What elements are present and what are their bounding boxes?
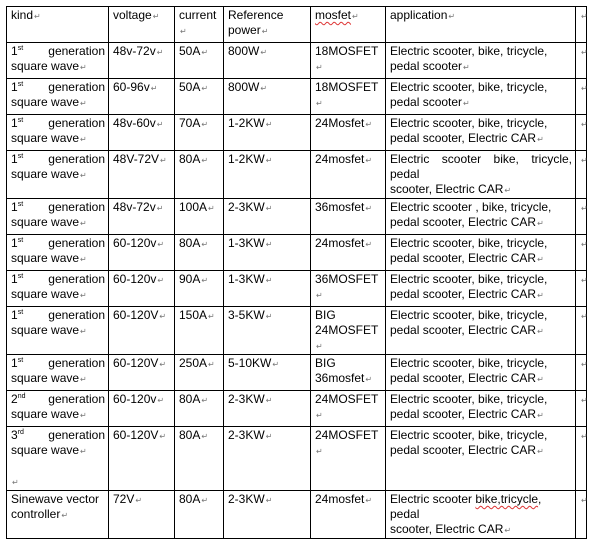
table-row [7, 271, 587, 307]
cell-mosfet: BIG 36mosfet↵ [311, 355, 386, 391]
cell-application: Electric scooter, bike, tricycle, pedal scooter, Electric CAR↵ [386, 391, 576, 427]
cell-kind: 3rd generation square wave↵ ↵ [7, 427, 109, 491]
cell-mosfet: 24mosfet↵ [311, 235, 386, 271]
cell-mosfet: 24mosfet↵ [311, 491, 386, 539]
cell-application: Electric scooter bike,tricycle, pedal scooter, Electric CAR↵ [386, 491, 576, 539]
cell-application: Electric scooter, bike, tricycle, pedal scooter, Electric CAR↵ [386, 235, 576, 271]
cell-empty: ↵ [576, 391, 587, 427]
header-kind: kind↵ [7, 7, 109, 43]
cell-kind: 1st generation square wave↵ [7, 271, 109, 307]
cell-mosfet: 24Mosfet↵ [311, 115, 386, 151]
cell-application: Electric scooter, bike, tricycle, pedal scooter↵ [386, 79, 576, 115]
cell-application: Electric scooter, bike, tricycle, pedal scooter, Electric CAR↵ [386, 355, 576, 391]
cell-current: 150A↵ [175, 307, 224, 355]
cell-power: 2-3KW↵ [224, 391, 311, 427]
header-empty-cell: ↵ [576, 7, 587, 43]
cell-empty: ↵ [576, 199, 587, 235]
header-voltage: voltage↵ [109, 7, 175, 43]
cell-voltage: 72V↵ [109, 491, 175, 539]
cell-application: Electric scooter , bike, tricycle, pedal scooter, Electric CAR↵ [386, 199, 576, 235]
cell-current: 50A↵ [175, 43, 224, 79]
controller-spec-table [6, 6, 587, 539]
cell-current: 70A↵ [175, 115, 224, 151]
cell-application: Electric scooter, bike, tricycle, pedal scooter, Electric CAR↵ [386, 271, 576, 307]
cell-voltage: 60-120V↵ [109, 307, 175, 355]
cell-power: 2-3KW↵ [224, 491, 311, 539]
cell-current: 80A↵ [175, 235, 224, 271]
cell-empty: ↵ [576, 427, 587, 491]
cell-kind: 1st generation square wave↵ [7, 199, 109, 235]
table-row [7, 307, 587, 355]
header-reference-power: Reference power↵ [224, 7, 311, 43]
cell-mosfet: BIG 24MOSFET↵ [311, 307, 386, 355]
cell-empty: ↵ [576, 79, 587, 115]
cell-kind: 1st generation square wave↵ [7, 79, 109, 115]
table-row-sinewave [7, 491, 587, 539]
cell-mosfet: 24MOSFET↵ [311, 427, 386, 491]
cell-power: 3-5KW↵ [224, 307, 311, 355]
cell-mosfet: 18MOSFET↵ [311, 79, 386, 115]
cell-mosfet: 36mosfet↵ [311, 199, 386, 235]
cell-kind: 1st generation square wave↵ [7, 307, 109, 355]
cell-power: 5-10KW↵ [224, 355, 311, 391]
header-mosfet: mosfet↵ [311, 7, 386, 43]
cell-kind: 1st generation square wave↵ [7, 115, 109, 151]
cell-voltage: 48v-72v↵ [109, 43, 175, 79]
cell-voltage: 48v-60v↵ [109, 115, 175, 151]
cell-current: 250A↵ [175, 355, 224, 391]
table-row [7, 427, 587, 491]
cell-current: 80A↵ [175, 491, 224, 539]
table-row [7, 43, 587, 79]
table-row [7, 391, 587, 427]
table-row [7, 151, 587, 199]
cell-empty: ↵ [576, 151, 587, 199]
spec-sheet [6, 6, 587, 539]
cell-current: 100A↵ [175, 199, 224, 235]
cell-power: 1-3KW↵ [224, 271, 311, 307]
table-row [7, 355, 587, 391]
cell-kind: 2nd generation square wave↵ [7, 391, 109, 427]
cell-kind: 1st generation square wave↵ [7, 151, 109, 199]
cell-voltage: 60-120v↵ [109, 235, 175, 271]
cell-power: 1-2KW↵ [224, 115, 311, 151]
cell-power: 800W↵ [224, 79, 311, 115]
cell-voltage: 48v-72v↵ [109, 199, 175, 235]
cell-current: 80A↵ [175, 427, 224, 491]
table-row [7, 79, 587, 115]
table-row [7, 235, 587, 271]
cell-power: 2-3KW↵ [224, 427, 311, 491]
cell-voltage: 60-96v↵ [109, 79, 175, 115]
header-current: current↵ [175, 7, 224, 43]
cell-empty: ↵ [576, 491, 587, 539]
cell-voltage: 60-120v↵ [109, 391, 175, 427]
cell-application: Electric scooter, bike, tricycle, pedal scooter↵ [386, 43, 576, 79]
cell-empty: ↵ [576, 115, 587, 151]
cell-voltage: 60-120V↵ [109, 427, 175, 491]
cell-mosfet: 18MOSFET↵ [311, 43, 386, 79]
cell-application: Electric scooter, bike, tricycle, pedal scooter, Electric CAR↵ [386, 307, 576, 355]
cell-power: 1-2KW↵ [224, 151, 311, 199]
table-row [7, 199, 587, 235]
table-row [7, 115, 587, 151]
cell-power: 2-3KW↵ [224, 199, 311, 235]
cell-empty: ↵ [576, 271, 587, 307]
cell-voltage: 48V-72V↵ [109, 151, 175, 199]
cell-mosfet: 36MOSFET↵ [311, 271, 386, 307]
cell-empty: ↵ [576, 235, 587, 271]
table-body [7, 7, 587, 539]
cell-power: 1-3KW↵ [224, 235, 311, 271]
cell-mosfet: 24mosfet↵ [311, 151, 386, 199]
cell-current: 80A↵ [175, 391, 224, 427]
cell-application: Electric scooter, bike, tricycle, pedal scooter, Electric CAR↵ [386, 115, 576, 151]
cell-application: Electric scooter, bike, tricycle, pedal scooter, Electric CAR↵ [386, 427, 576, 491]
cell-kind: 1st generation square wave↵ [7, 43, 109, 79]
cell-kind: Sinewave vector controller↵ [7, 491, 109, 539]
cell-kind: 1st generation square wave↵ [7, 235, 109, 271]
cell-current: 50A↵ [175, 79, 224, 115]
cell-mosfet: 24MOSFET↵ [311, 391, 386, 427]
cell-empty: ↵ [576, 43, 587, 79]
cell-power: 800W↵ [224, 43, 311, 79]
header-row [7, 7, 587, 43]
cell-voltage: 60-120v↵ [109, 271, 175, 307]
cell-current: 90A↵ [175, 271, 224, 307]
cell-kind: 1st generation square wave↵ [7, 355, 109, 391]
cell-current: 80A↵ [175, 151, 224, 199]
cell-empty: ↵ [576, 355, 587, 391]
cell-voltage: 60-120V↵ [109, 355, 175, 391]
cell-application: Electric scooter bike, tricycle, pedal scooter, Electric CAR↵ [386, 151, 576, 199]
header-application: application↵ [386, 7, 576, 43]
cell-empty: ↵ [576, 307, 587, 355]
